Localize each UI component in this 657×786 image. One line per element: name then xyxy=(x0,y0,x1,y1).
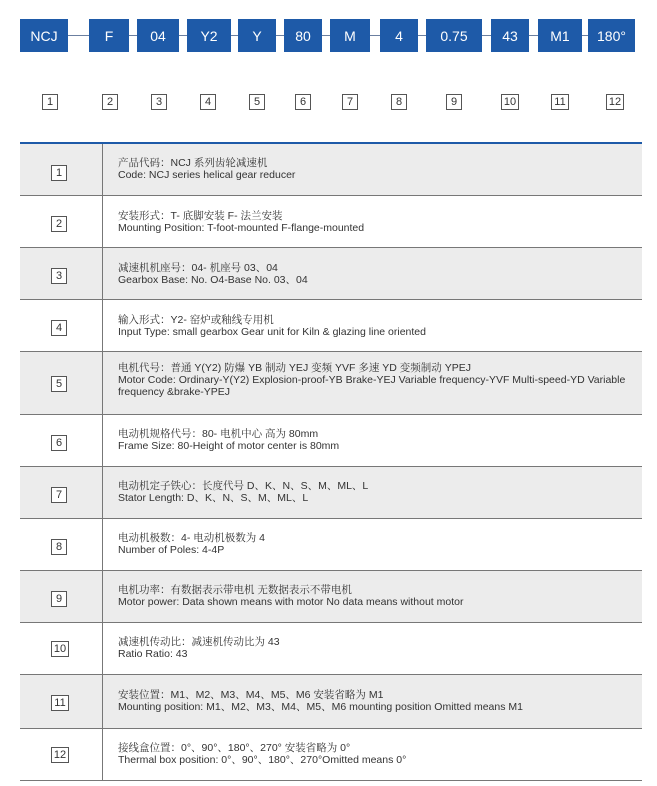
code-index-9 xyxy=(446,94,462,110)
row-index xyxy=(51,165,67,181)
code-index-6 xyxy=(295,94,311,110)
code-value: M1 xyxy=(550,27,570,44)
row-index xyxy=(51,539,67,555)
row-index xyxy=(51,695,69,711)
code-index-7 xyxy=(342,94,358,110)
code-index-3 xyxy=(151,94,167,110)
table-row xyxy=(20,623,642,675)
row-index-label: 4 xyxy=(55,322,63,334)
row-index xyxy=(51,320,67,336)
row-index-label: 2 xyxy=(55,218,63,230)
code-box-2 xyxy=(89,19,129,52)
row-text-en: Motor power: Data shown means with motor No data means without motor xyxy=(118,596,464,608)
column-divider xyxy=(102,300,103,351)
row-text-cn: 安装位置：M1、M2、M3、M4、M5、M6 安装省略为 M1 xyxy=(118,689,384,701)
code-value: 4 xyxy=(395,27,403,44)
row-description xyxy=(118,742,634,766)
row-index-label: 5 xyxy=(55,378,63,390)
row-text-cn: 电动机规格代号：80- 电机中心 高为 80mm xyxy=(118,428,319,440)
code-value: 43 xyxy=(502,27,518,44)
code-box-7 xyxy=(330,19,370,52)
code-box-3 xyxy=(137,19,179,52)
code-index-12 xyxy=(606,94,624,110)
row-text-cn: 减速机机座号：04- 机座号 03、04 xyxy=(118,262,278,274)
index-label: 4 xyxy=(204,96,212,108)
code-description-table xyxy=(20,142,642,781)
index-label: 9 xyxy=(450,96,458,108)
code-box-11 xyxy=(538,19,582,52)
code-index-2 xyxy=(102,94,118,110)
index-label: 2 xyxy=(106,96,114,108)
column-divider xyxy=(102,571,103,622)
row-description xyxy=(118,480,634,504)
row-description xyxy=(118,636,634,660)
row-text-en: Code: NCJ series helical gear reducer xyxy=(118,169,296,181)
code-box-12 xyxy=(588,19,635,52)
row-index-label: 3 xyxy=(55,270,63,282)
table-row xyxy=(20,415,642,467)
row-text-en: Mounting position: M1、M2、M3、M4、M5、M6 mounting position Omitted means M1 xyxy=(118,701,523,713)
code-value: 80 xyxy=(295,27,311,44)
row-text-en: Frame Size: 80-Height of motor center is 80mm xyxy=(118,440,340,452)
row-text-cn: 安装形式：T- 底脚安装 F- 法兰安装 xyxy=(118,210,283,222)
code-value: 180° xyxy=(597,27,626,44)
row-index xyxy=(51,487,67,503)
index-label: 12 xyxy=(608,96,622,108)
code-index-11 xyxy=(551,94,569,110)
row-index xyxy=(51,591,67,607)
row-index xyxy=(51,435,67,451)
index-label: 8 xyxy=(395,96,403,108)
row-text-en: Thermal box position: 0°、90°、180°、270°Omitted means 0° xyxy=(118,754,407,766)
row-text-cn: 输入形式：Y2- 窑炉或釉线专用机 xyxy=(118,314,274,326)
row-index xyxy=(51,641,69,657)
index-label: 6 xyxy=(299,96,307,108)
row-description xyxy=(118,584,634,608)
table-row xyxy=(20,729,642,781)
column-divider xyxy=(102,144,103,195)
code-value: 04 xyxy=(150,27,166,44)
code-value: F xyxy=(104,27,114,44)
column-divider xyxy=(102,248,103,299)
row-index xyxy=(51,268,67,284)
row-index xyxy=(51,216,67,232)
code-value: Y2 xyxy=(200,27,218,44)
code-box-8 xyxy=(380,19,418,52)
row-text-en: Input Type: small gearbox Gear unit for Kiln & glazing line oriented xyxy=(118,326,426,338)
row-index-label: 11 xyxy=(54,697,66,709)
code-index-8 xyxy=(391,94,407,110)
index-label: 7 xyxy=(346,96,354,108)
column-divider xyxy=(102,623,103,674)
table-row xyxy=(20,248,642,300)
code-value: NCJ xyxy=(30,27,58,44)
row-description xyxy=(118,210,634,234)
index-label: 10 xyxy=(503,96,517,108)
row-text-cn: 减速机传动比：减速机传动比为 43 xyxy=(118,636,280,648)
code-box-4 xyxy=(187,19,231,52)
row-index-label: 10 xyxy=(53,643,67,655)
row-index-label: 1 xyxy=(55,167,63,179)
table-row xyxy=(20,196,642,248)
column-divider xyxy=(102,729,103,780)
column-divider xyxy=(102,415,103,466)
code-box-10 xyxy=(491,19,529,52)
table-row xyxy=(20,144,642,196)
table-row xyxy=(20,675,642,729)
code-index-4 xyxy=(200,94,216,110)
code-value: 0.75 xyxy=(440,27,468,44)
index-label: 5 xyxy=(253,96,261,108)
row-description xyxy=(118,157,634,181)
column-divider xyxy=(102,196,103,247)
row-index-label: 12 xyxy=(53,749,67,761)
row-index-label: 8 xyxy=(55,541,63,553)
row-description xyxy=(118,262,634,286)
row-text-en: Stator Length: D、K、N、S、M、ML、L xyxy=(118,492,309,504)
code-index-1 xyxy=(42,94,58,110)
row-text-en: Motor Code: Ordinary-Y(Y2) Explosion-proof-YB Brake-YEJ Variable frequency-YVF Multi-speed-YD Variable frequency &brake-YPEJ xyxy=(118,374,626,398)
code-value: M xyxy=(344,27,356,44)
table-row xyxy=(20,352,642,415)
code-box-1 xyxy=(20,19,68,52)
code-box-6 xyxy=(284,19,322,52)
row-index-label: 7 xyxy=(55,489,63,501)
table-row xyxy=(20,519,642,571)
row-text-en: Mounting Position: T-foot-mounted F-flange-mounted xyxy=(118,222,365,234)
table-row xyxy=(20,300,642,352)
row-text-cn: 电机功率：有数据表示带电机 无数据表示不带电机 xyxy=(118,584,352,596)
row-text-cn: 接线盒位置：0°、90°、180°、270° 安装省略为 0° xyxy=(118,742,351,754)
row-description xyxy=(118,689,634,713)
row-description xyxy=(118,428,634,452)
row-index-label: 6 xyxy=(55,437,63,449)
column-divider xyxy=(102,352,103,414)
code-index-5 xyxy=(249,94,265,110)
row-index xyxy=(51,747,69,763)
index-label: 3 xyxy=(155,96,163,108)
code-box-9 xyxy=(426,19,482,52)
row-text-cn: 产品代码：NCJ 系列齿轮减速机 xyxy=(118,157,268,169)
code-value: Y xyxy=(252,27,262,44)
code-box-5 xyxy=(238,19,276,52)
row-text-en: Number of Poles: 4-4P xyxy=(118,544,225,556)
code-bar xyxy=(0,0,657,120)
row-description xyxy=(118,314,634,338)
table-row xyxy=(20,571,642,623)
row-text-en: Gearbox Base: No. O4-Base No. 03、04 xyxy=(118,274,308,286)
row-text-cn: 电动机极数：4- 电动机极数为 4 xyxy=(118,532,266,544)
row-text-cn: 电动机定子铁心：长度代号 D、K、N、S、M、ML、L xyxy=(118,480,369,492)
row-text-cn: 电机代号：普通 Y(Y2) 防爆 YB 制动 YEJ 变频 YVF 多速 YD 变频制动 YPEJ xyxy=(118,362,471,374)
column-divider xyxy=(102,675,103,728)
row-description xyxy=(118,362,634,398)
code-index-10 xyxy=(501,94,519,110)
index-label: 11 xyxy=(554,96,566,108)
row-index xyxy=(51,376,67,392)
row-description xyxy=(118,532,634,556)
column-divider xyxy=(102,467,103,518)
table-row xyxy=(20,467,642,519)
row-index-label: 9 xyxy=(55,593,63,605)
index-label: 1 xyxy=(46,96,54,108)
column-divider xyxy=(102,519,103,570)
row-text-en: Ratio Ratio: 43 xyxy=(118,648,188,660)
